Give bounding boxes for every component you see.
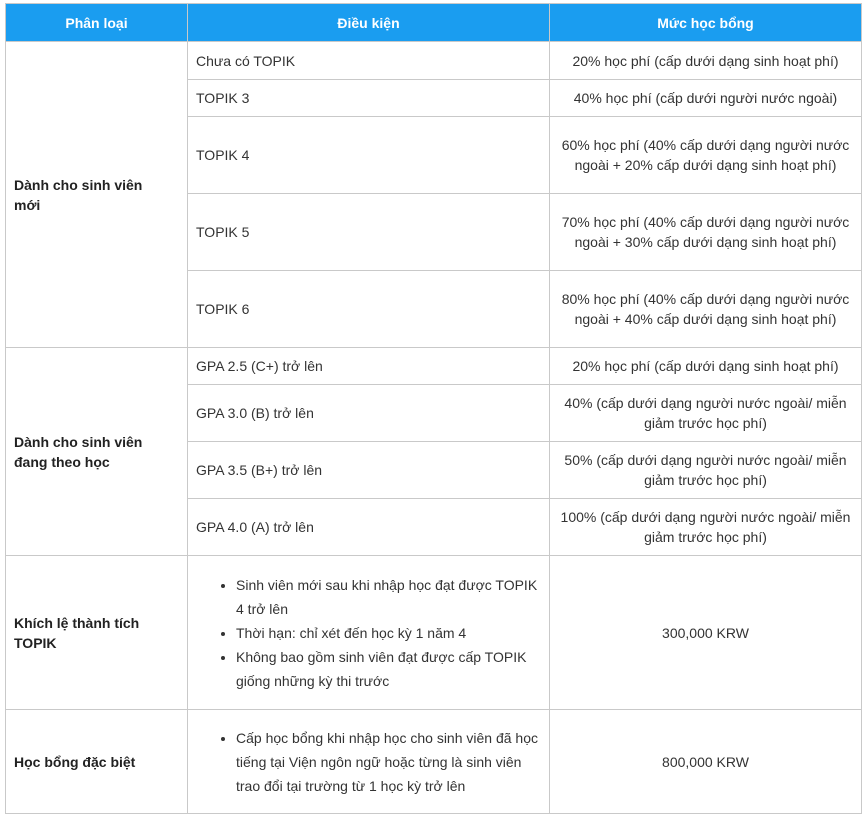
level-cell: 20% học phí (cấp dưới dạng sinh hoạt phí) <box>550 348 862 385</box>
condition-cell: Chưa có TOPIK <box>188 42 550 80</box>
condition-cell: TOPIK 4 <box>188 117 550 194</box>
level-cell: 40% (cấp dưới dạng người nước ngoài/ miễn giảm trước học phí) <box>550 385 862 442</box>
table-row <box>6 42 862 80</box>
level-cell: 800,000 KRW <box>550 710 862 814</box>
list-item: • Sinh viên mới sau khi nhập học đạt được TOPIK 4 trở lên <box>236 573 541 621</box>
condition-cell: GPA 2.5 (C+) trở lên <box>188 348 550 385</box>
level-cell: 300,000 KRW <box>550 556 862 710</box>
scholarship-table <box>5 3 862 814</box>
level-cell: 70% học phí (40% cấp dưới dạng người nước ngoài + 30% cấp dưới dạng sinh hoạt phí) <box>550 194 862 271</box>
condition-cell: GPA 4.0 (A) trở lên <box>188 499 550 556</box>
condition-cell: TOPIK 5 <box>188 194 550 271</box>
table-row <box>6 710 862 814</box>
level-cell: 50% (cấp dưới dạng người nước ngoài/ miễn giảm trước học phí) <box>550 442 862 499</box>
table-header-row <box>6 4 862 42</box>
list-item: • Cấp học bổng khi nhập học cho sinh viên đã học tiếng tại Viện ngôn ngữ hoặc từng là sinh viên trao đổi tại trường từ 1 học kỳ trở lên <box>236 726 541 798</box>
category-special-scholarship: Học bổng đặc biệt <box>6 710 188 814</box>
level-cell: 40% học phí (cấp dưới người nước ngoài) <box>550 80 862 117</box>
category-new-students: Dành cho sinh viên mới <box>6 42 188 348</box>
level-cell: 100% (cấp dưới dạng người nước ngoài/ miễn giảm trước học phí) <box>550 499 862 556</box>
condition-cell: TOPIK 3 <box>188 80 550 117</box>
category-topik-incentive: Khích lệ thành tích TOPIK <box>6 556 188 710</box>
condition-cell: GPA 3.0 (B) trở lên <box>188 385 550 442</box>
header-level: Mức học bổng <box>550 4 862 42</box>
header-category: Phân loại <box>6 4 188 42</box>
list-item: • Không bao gồm sinh viên đạt được cấp TOPIK giống những kỳ thi trước <box>236 645 541 693</box>
level-cell: 20% học phí (cấp dưới dạng sinh hoạt phí) <box>550 42 862 80</box>
header-condition: Điều kiện <box>188 4 550 42</box>
table-row <box>6 348 862 385</box>
category-current-students: Dành cho sinh viên đang theo học <box>6 348 188 556</box>
condition-cell: GPA 3.5 (B+) trở lên <box>188 442 550 499</box>
level-cell: 80% học phí (40% cấp dưới dạng người nước ngoài + 40% cấp dưới dạng sinh hoạt phí) <box>550 271 862 348</box>
list-item: • Thời hạn: chỉ xét đến học kỳ 1 năm 4 <box>236 621 541 645</box>
condition-cell <box>188 556 550 710</box>
condition-list <box>196 726 541 798</box>
table-row <box>6 556 862 710</box>
condition-cell <box>188 710 550 814</box>
condition-cell: TOPIK 6 <box>188 271 550 348</box>
condition-list <box>196 573 541 693</box>
level-cell: 60% học phí (40% cấp dưới dạng người nước ngoài + 20% cấp dưới dạng sinh hoạt phí) <box>550 117 862 194</box>
